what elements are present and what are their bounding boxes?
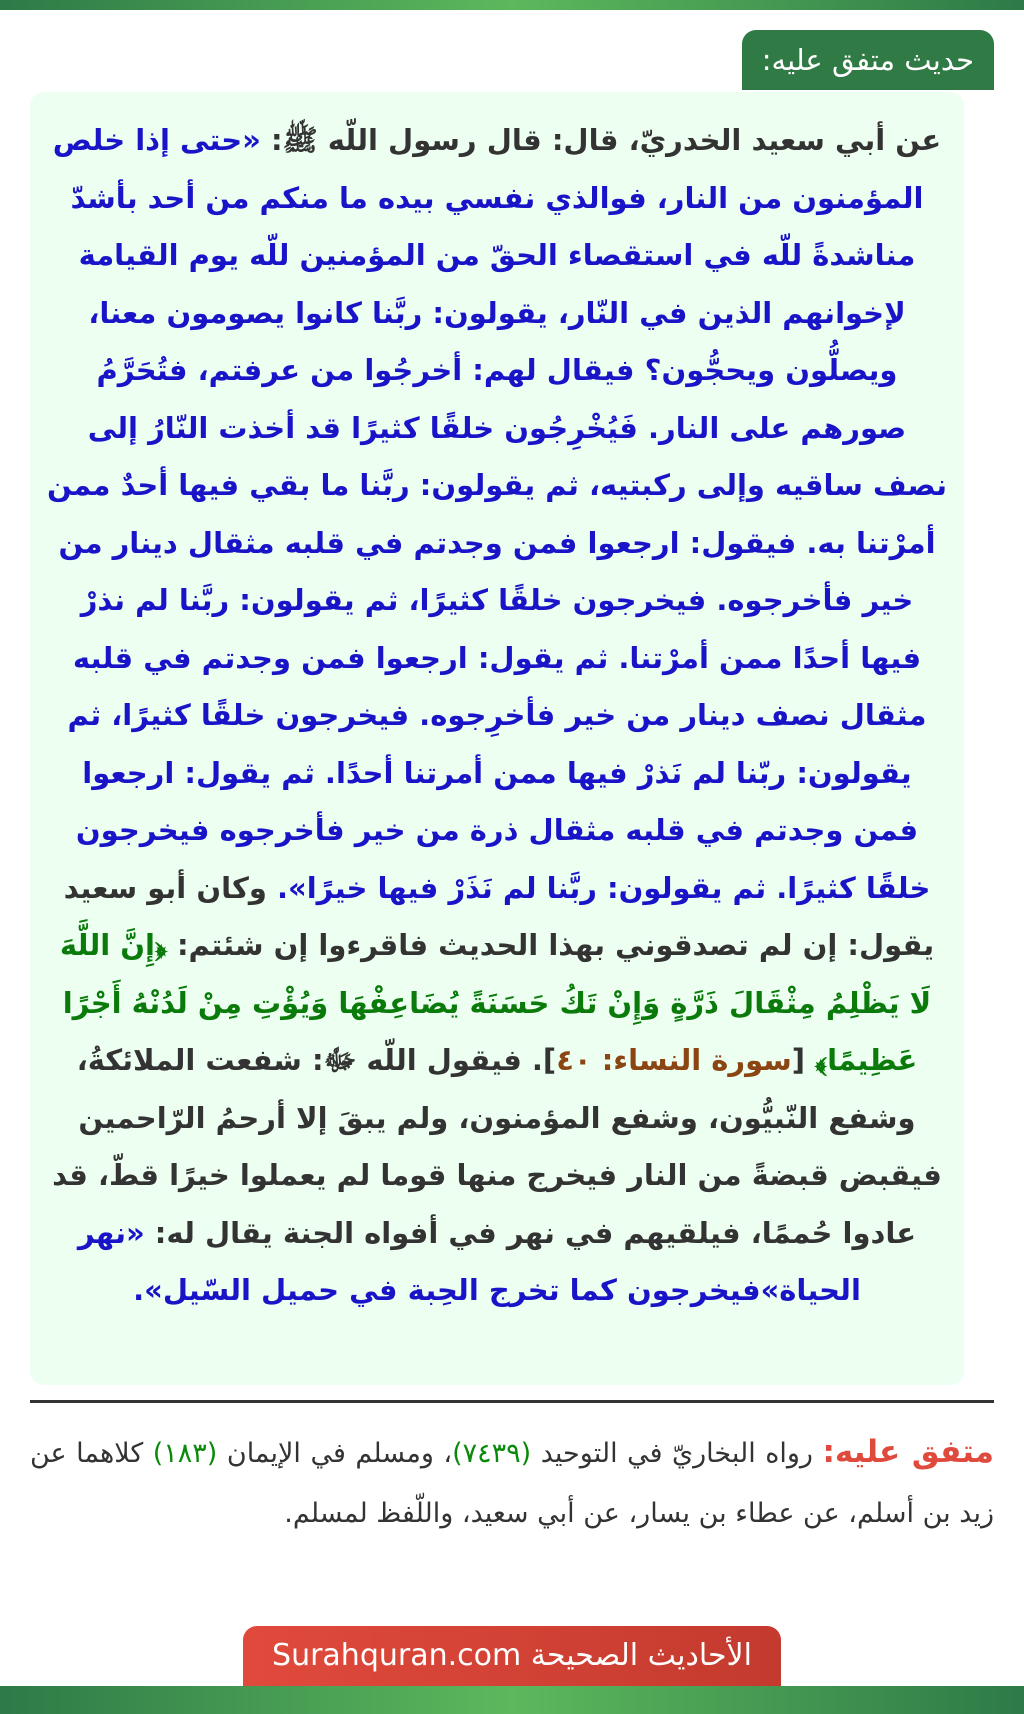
surah-reference: سورة النساء: ٤٠ bbox=[556, 1043, 792, 1077]
footnote bbox=[30, 1422, 994, 1544]
hadith-quote-2: «نهر الحياة»فيخرجون كما تخرج الحِبة في حميل السّيل». bbox=[77, 1215, 861, 1307]
top-bar bbox=[0, 0, 1024, 10]
hadith-quote: «حتى إذا خلص المؤمنون من النار، فوالذي نفسي بيده ما منكم من أحد بأشدّ مناشدةً للّه في استقصاء الحقّ من المؤمنين للّه يوم القيامة لإخوانهم الذين في النّار، يقولون: ربَّنا كانوا يصومون معنا، ويصلُّون ويحجُّون؟ فيقال لهم: أخرجُوا من عرفتم، فتُحَرَّمُ صورهم على النار. فَيُخْرِجُون خلقًا كثيرًا قد أخذت النّارُ إلى نصف ساقيه وإلى ركبتيه، ثم يقولون: ربَّنا ما بقي فيها أحدٌ ممن أمرْتنا به. فيقول: ارجعوا فمن وجدتم في قلبه مثقال دينار من خير فأخرجوه. فيخرجون خلقًا كثيرًا، ثم يقولون: ربَّنا لم نذرْ فيها أحدًا ممن أمرْتنا. ثم يقول: ارجعوا فمن وجدتم في قلبه مثقال نصف دينار من خير فأخرِجوه. فيخرجون خلقًا كثيرًا، ثم يقولون: ربّنا لم نَذرْ فيها ممن أمرتنا أحدًا. ثم يقول: ارجعوا فمن وجدتم في قلبه مثقال ذرة من خير فأخرجوه فيخرجون خلقًا كثيرًا. ثم يقولون: ربَّنا لم نَذَرْ فيها خيرًا». bbox=[47, 123, 947, 905]
hadith-text bbox=[46, 112, 948, 1320]
hadith-narration-2: ]. فيقول اللّه ﷻ: شفعت الملائكةُ، وشفع النّبيُّون، وشفع المؤمنون، ولم يبقَ إلا أرحمُ الرّاحمين فيقبض قبضةً من النار فيخرج منها قوما لم يعملوا خيرًا قطّ، قد عادوا حُممًا، فيلقيهم في نهر في أفواه الجنة يقال له: bbox=[52, 1043, 942, 1250]
section-label: حديث متفق عليه: bbox=[742, 30, 994, 90]
footnote-text: ، ومسلم في الإيمان bbox=[217, 1438, 453, 1469]
hadith-box bbox=[30, 92, 964, 1385]
hadith-narration: وكان أبو سعيد يقول: إن لم تصدقوني بهذا الحديث فاقرءوا إن شئتم: bbox=[63, 870, 935, 962]
site-link-button[interactable]: الأحاديث الصحيحة Surahquran.com bbox=[243, 1626, 781, 1686]
footnote-text: رواه البخاريّ في التوحيد bbox=[531, 1438, 823, 1469]
reference-number: (٧٤٣٩) bbox=[452, 1438, 532, 1469]
bottom-bar bbox=[0, 1686, 1024, 1714]
hadith-grade: متفق عليه: bbox=[822, 1434, 994, 1470]
bracket-open: [ bbox=[791, 1043, 816, 1077]
footnote-text: كلاهما عن زيد بن أسلم، عن عطاء بن يسار، عن أبي سعيد، واللّفظ لمسلم. bbox=[30, 1438, 994, 1529]
divider bbox=[30, 1400, 994, 1403]
quran-verse: ﴿إِنَّ اللَّهَ لَا يَظْلِمُ مِثْقَالَ ذَرَّةٍ وَإِنْ تَكُ حَسَنَةً يُضَاعِفْهَا وَيُؤْتِ مِنْ لَدُنْهُ أَجْرًا عَظِيمًا﴾ bbox=[59, 928, 932, 1077]
hadith-intro: عن أبي سعيد الخدريّ، قال: قال رسول اللّه ﷺ: bbox=[260, 123, 942, 157]
reference-number: (١٨٣) bbox=[152, 1438, 218, 1469]
